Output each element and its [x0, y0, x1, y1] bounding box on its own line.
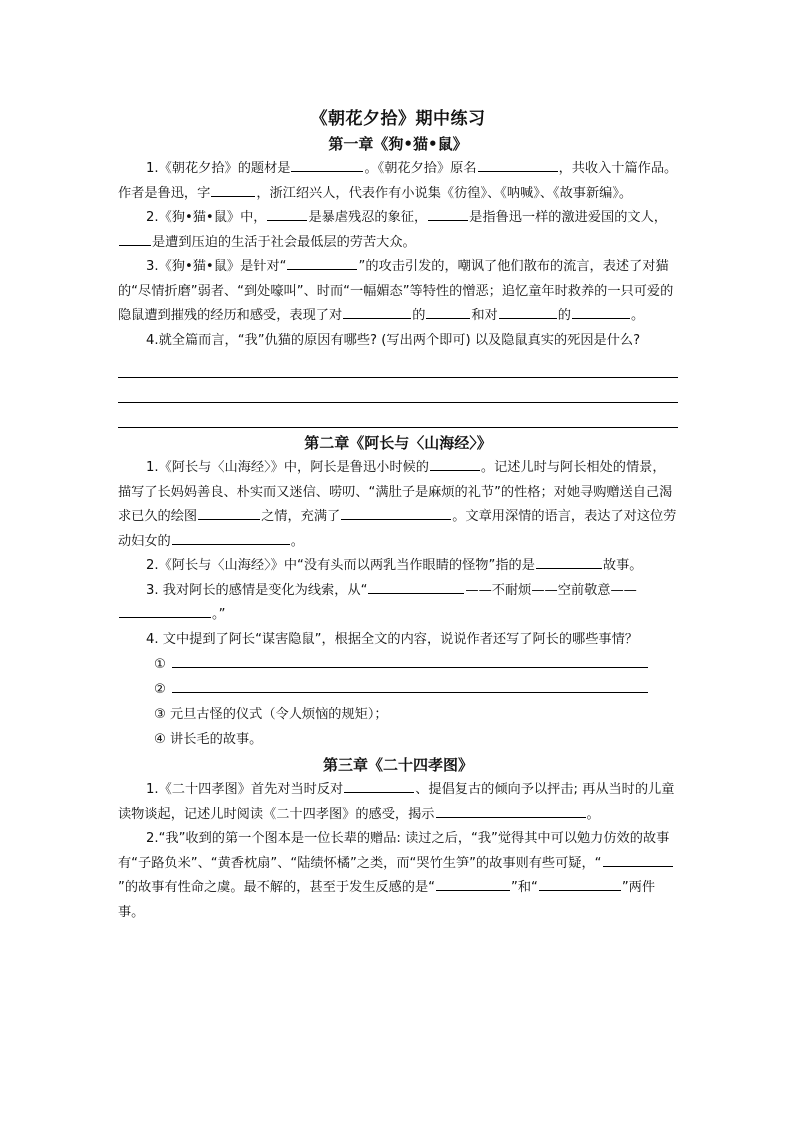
ch2-question-4: 4. 文中提到了阿长“谋害隐鼠”，根据全文的内容，说说作者还写了阿长的哪些事情？: [146, 631, 638, 647]
answer-blank[interactable]: [198, 505, 260, 520]
answer-line[interactable]: [118, 353, 678, 378]
ch2-question-1: 1.《阿长与〈山海经〉》中，阿长是鲁迅小时候的 。记述儿时与阿长相处的情景，描写了长妈妈善良、朴实而又迷信、唠叨、“满肚子是麻烦的礼节”的性格；对她寻购赠送自己渴求已久的绘图 之情，充满了 。文章用深情的语言，表达了对这位劳动妇女的 。: [118, 456, 678, 554]
answer-blank[interactable]: [119, 603, 211, 618]
ch2-question-3: 3. 我对阿长的感情是变化为线索，从“ ——不耐烦——空前敬意——。”: [118, 579, 678, 628]
worksheet: [118, 100, 678, 925]
list-item: ③ 元旦古怪的仪式（令人烦恼的规矩）；: [154, 707, 388, 722]
answer-line[interactable]: [172, 653, 648, 668]
chapter-3-heading: 第三章《二十四孝图》: [322, 756, 473, 774]
ch1-question-3: 3.《狗•猫•鼠》是针对“ ”的攻击引发的，嘲讽了他们散布的流言，表述了对猫的“尽情折磨”弱者、“到处嚎叫”、时而“一幅媚态”等特性的憎恶；追忆童年时救养的一只可爱的隐鼠遭到摧残的经历和感受，表现了对 的 和对 的 。: [118, 255, 678, 329]
ch3-question-2: 2.“我”收到的第一个图本是一位长辈的赠品: 读过之后，“我”觉得其中可以勉力仿效的故事有“子路负米”、“黄香枕扇”、“陆绩怀橘”之类，而“哭竹生笋”的故事则有些可疑，“”的故事有性命之虞。最不解的，甚至于发生反感的是“ ”和“ ”两件事。: [118, 827, 678, 925]
answer-blank[interactable]: [368, 579, 464, 594]
list-item: ④ 讲长毛的故事。: [154, 732, 263, 747]
chapter-2-heading: 第二章《阿长与〈山海经〉》: [304, 434, 492, 452]
answer-blank[interactable]: [172, 530, 290, 545]
page-title: 《朝花夕拾》期中练习: [310, 109, 486, 129]
answer-blank[interactable]: [426, 304, 470, 319]
answer-blank[interactable]: [119, 231, 151, 246]
answer-line[interactable]: [172, 678, 648, 693]
answer-blank[interactable]: [436, 876, 510, 891]
list-item: ①: [118, 652, 678, 677]
ch1-question-2: 2.《狗•猫•鼠》中， 是暴虐残忍的象征， 是指鲁迅一样的激进爱国的文人，是遭到压迫的生活于社会最低层的劳苦大众。: [118, 206, 678, 255]
answer-blank[interactable]: [436, 803, 586, 818]
answer-blank[interactable]: [343, 304, 411, 319]
list-item: ②: [118, 677, 678, 702]
ch2-question-2: 2.《阿长与〈山海经〉》中“没有头而以两乳当作眼睛的怪物”指的是 故事。: [118, 554, 678, 579]
chapter-1-heading: 第一章《狗•猫•鼠》: [328, 135, 468, 153]
ch1-question-4: 4.就全篇而言，“我”仇猫的原因有哪些? (写出两个即可) 以及隐鼠真实的死因是什么?: [146, 332, 641, 348]
answer-blank[interactable]: [539, 876, 621, 891]
answer-blank[interactable]: [499, 304, 557, 319]
answer-blank[interactable]: [344, 778, 414, 793]
answer-blank[interactable]: [267, 206, 307, 221]
answer-blank[interactable]: [291, 157, 363, 172]
answer-line[interactable]: [118, 378, 678, 403]
ch3-question-1: 1.《二十四孝图》首先对当时反对 、提倡复古的倾向予以抨击; 再从当时的儿童读物谈起，记述儿时阅读《二十四孝图》的感受，揭示 。: [118, 778, 678, 827]
answer-blank[interactable]: [341, 505, 451, 520]
ch1-question-1: 1.《朝花夕拾》的题材是 。《朝花夕拾》原名 ，共收入十篇作品。作者是鲁迅，字 ，浙江绍兴人，代表作有小说集《彷徨》、《呐喊》、《故事新编》。: [118, 157, 678, 206]
answer-blank[interactable]: [430, 456, 480, 471]
answer-blank[interactable]: [536, 554, 602, 569]
answer-blank[interactable]: [211, 182, 255, 197]
answer-blank[interactable]: [428, 206, 468, 221]
answer-blank[interactable]: [287, 255, 357, 270]
answer-blank[interactable]: [478, 157, 558, 172]
answer-blank[interactable]: [603, 852, 673, 867]
answer-blank[interactable]: [572, 304, 630, 319]
answer-line[interactable]: [118, 403, 678, 428]
